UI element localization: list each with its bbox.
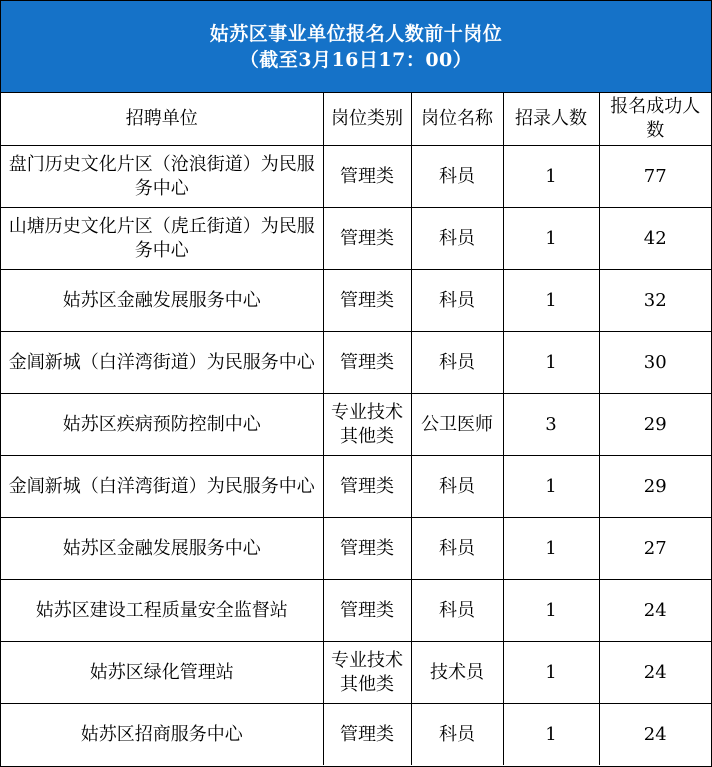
cell-applicants: 29: [599, 456, 711, 518]
header-unit: 招聘单位: [1, 93, 323, 146]
cell-position: 公卫医师: [411, 394, 503, 456]
cell-quota: 1: [503, 208, 599, 270]
cell-category: 专业技术其他类: [323, 642, 411, 704]
cell-applicants: 77: [599, 146, 711, 208]
cell-unit: 姑苏区建设工程质量安全监督站: [1, 580, 323, 642]
cell-category: 管理类: [323, 332, 411, 394]
cell-applicants: 42: [599, 208, 711, 270]
table-row: [1, 270, 711, 332]
cell-position: 科员: [411, 704, 503, 766]
title-main: 姑苏区事业单位报名人数前十岗位: [209, 22, 503, 45]
cell-unit: 姑苏区金融发展服务中心: [1, 518, 323, 580]
cell-category: 管理类: [323, 518, 411, 580]
cell-position: 科员: [411, 270, 503, 332]
cell-quota: 1: [503, 518, 599, 580]
table-row: [1, 208, 711, 270]
cell-applicants: 24: [599, 642, 711, 704]
cell-position: 科员: [411, 518, 503, 580]
cell-category: 管理类: [323, 456, 411, 518]
cell-unit: 盘门历史文化片区（沧浪街道）为民服务中心: [1, 146, 323, 208]
cell-applicants: 27: [599, 518, 711, 580]
header-category: 岗位类别: [323, 93, 411, 146]
cell-quota: 1: [503, 456, 599, 518]
table-header-row: [1, 93, 711, 146]
cell-quota: 1: [503, 580, 599, 642]
cell-applicants: 32: [599, 270, 711, 332]
table-row: [1, 146, 711, 208]
cell-position: 科员: [411, 146, 503, 208]
table-row: [1, 518, 711, 580]
cell-position: 科员: [411, 332, 503, 394]
cell-quota: 1: [503, 270, 599, 332]
cell-quota: 1: [503, 146, 599, 208]
cell-unit: 姑苏区绿化管理站: [1, 642, 323, 704]
cell-quota: 1: [503, 704, 599, 766]
cell-quota: 1: [503, 642, 599, 704]
cell-category: 专业技术其他类: [323, 394, 411, 456]
cell-position: 技术员: [411, 642, 503, 704]
cell-position: 科员: [411, 580, 503, 642]
header-position: 岗位名称: [411, 93, 503, 146]
cell-unit: 金阊新城（白洋湾街道）为民服务中心: [1, 456, 323, 518]
cell-category: 管理类: [323, 208, 411, 270]
title-banner: [1, 1, 711, 93]
cell-unit: 姑苏区金融发展服务中心: [1, 270, 323, 332]
cell-applicants: 29: [599, 394, 711, 456]
header-applicants: 报名成功人数: [599, 93, 711, 146]
cell-position: 科员: [411, 456, 503, 518]
cell-unit: 金阊新城（白洋湾街道）为民服务中心: [1, 332, 323, 394]
cell-quota: 1: [503, 332, 599, 394]
cell-applicants: 30: [599, 332, 711, 394]
cell-category: 管理类: [323, 704, 411, 766]
cell-category: 管理类: [323, 146, 411, 208]
table-row: [1, 456, 711, 518]
cell-unit: 姑苏区疾病预防控制中心: [1, 394, 323, 456]
cell-quota: 3: [503, 394, 599, 456]
table-row: [1, 704, 711, 766]
cell-applicants: 24: [599, 580, 711, 642]
table-row: [1, 642, 711, 704]
cell-position: 科员: [411, 208, 503, 270]
title-subtitle: （截至3月16日17：00）: [239, 48, 473, 71]
table-row: [1, 394, 711, 456]
cell-unit: 姑苏区招商服务中心: [1, 704, 323, 766]
cell-category: 管理类: [323, 580, 411, 642]
header-quota: 招录人数: [503, 93, 599, 146]
cell-applicants: 24: [599, 704, 711, 766]
applicants-table: [1, 93, 711, 765]
table-row: [1, 580, 711, 642]
cell-unit: 山塘历史文化片区（虎丘街道）为民服务中心: [1, 208, 323, 270]
cell-category: 管理类: [323, 270, 411, 332]
table-row: [1, 332, 711, 394]
